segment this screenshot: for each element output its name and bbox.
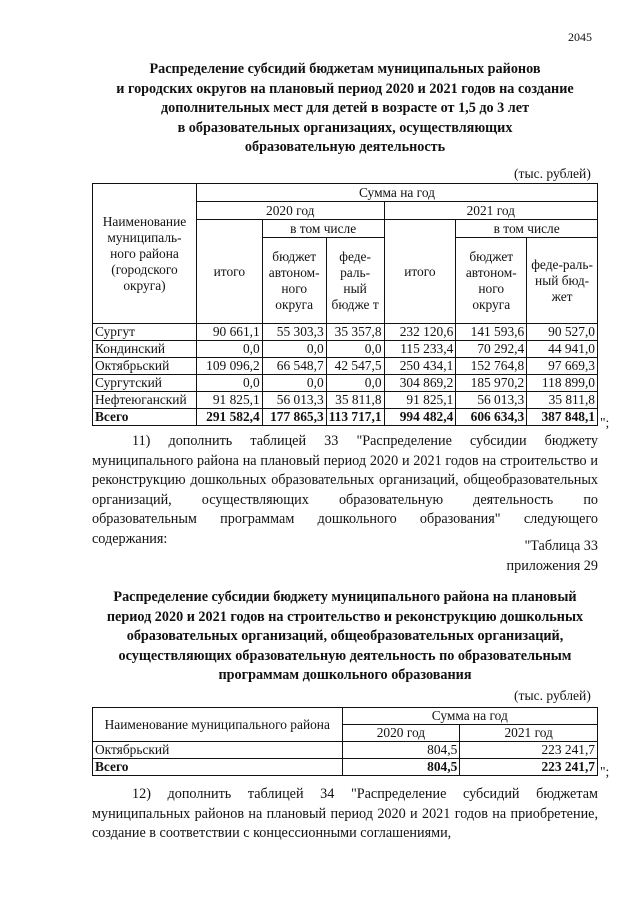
header-total-2020: итого: [196, 220, 262, 324]
header-name: Наименование муниципального района: [93, 708, 343, 742]
header-autonomous-2020: бюджет автоном-ного округа: [262, 238, 326, 324]
header-name: Наименование муниципаль-ного района (городского округа): [93, 184, 197, 324]
amendment-paragraph-11: 11) дополнить таблицей 33 "Распределение субсидии бюджету муниципального района на плановый период 2020 и 2021 годов на строительство и реконструкцию дошкольных образовательных организаций, общеобразовательных организаций, осуществляющих образовательную деятельность по образовательным программам дошкольного образования" следующего содержания:: [92, 433, 598, 547]
title-line: образовательных организаций, общеобразовательных организаций,: [126, 628, 564, 644]
title-line: осуществляющих образовательную деятельность по образовательным: [118, 647, 572, 664]
header-including-2020: в том числе: [262, 220, 384, 238]
title-line: период 2020 и 2021 годов на строительство и реконструкцию дошкольных: [106, 608, 584, 625]
title-line: Распределение субсидии бюджету муниципального района на плановый: [113, 589, 577, 605]
unit-label: (тыс. рублей): [514, 688, 591, 703]
header-total-2021: итого: [384, 220, 456, 324]
title-line: Распределение субсидий бюджетам муниципальных районов: [149, 61, 541, 77]
table-row: Октябрьский 804,5 223 241,7: [93, 742, 598, 759]
header-year-2020: 2020 год: [342, 725, 460, 742]
header-sum: Сумма на год: [196, 184, 597, 202]
header-federal-2020: феде-раль-ный бюдже т: [326, 238, 384, 324]
header-autonomous-2021: бюджет автоном-ного округа: [456, 238, 527, 324]
header-year-2021: 2021 год: [384, 202, 597, 220]
table-33-title: [80, 588, 610, 686]
title-line: и городских округов на плановый период 2020 и 2021 годов на создание: [116, 80, 574, 97]
table-row: Сургутский 0,0 0,0 0,0 304 869,2 185 970,2 118 899,0: [93, 375, 598, 392]
header-sum: Сумма на год: [342, 708, 597, 725]
closing-quote: ";: [600, 764, 610, 779]
title-line: в образовательных организациях, осуществляющих: [177, 119, 513, 136]
title-line: образовательную деятельность: [244, 139, 446, 155]
table-total-row: Всего 291 582,4 177 865,3 113 717,1 994 482,4 606 634,3 387 848,1: [93, 409, 598, 426]
header-year-2021: 2021 год: [460, 725, 598, 742]
subsidy-table-construction: [92, 707, 598, 776]
appendix-reference: "Таблица 33 приложения 29: [506, 538, 598, 574]
header-year-2020: 2020 год: [196, 202, 384, 220]
page-number: 2045: [568, 30, 592, 44]
header-including-2021: в том числе: [456, 220, 598, 238]
closing-quote: ";: [600, 415, 610, 430]
unit-label: (тыс. рублей): [514, 166, 591, 181]
amendment-paragraph-12: 12) дополнить таблицей 34 "Распределение субсидий бюджетам муниципальных районов на плановый период 2020 и 2021 годов на приобретение, создание в соответствии с концессионными соглашениями,: [92, 786, 598, 842]
title-line: дополнительных мест для детей в возрасте от 1,5 до 3 лет: [160, 100, 530, 116]
table-row: Кондинский 0,0 0,0 0,0 115 233,4 70 292,4 44 941,0: [93, 341, 598, 358]
table-32-title: [92, 60, 598, 158]
title-line: программам дошкольного образования: [218, 667, 472, 683]
subsidy-table-nurseries: [92, 183, 598, 426]
table-row: Нефтеюганский 91 825,1 56 013,3 35 811,8 91 825,1 56 013,3 35 811,8: [93, 392, 598, 409]
table-total-row: Всего 804,5 223 241,7: [93, 759, 598, 776]
table-row: Октябрьский 109 096,2 66 548,7 42 547,5 250 434,1 152 764,8 97 669,3: [93, 358, 598, 375]
table-row: Сургут 90 661,1 55 303,3 35 357,8 232 120,6 141 593,6 90 527,0: [93, 324, 598, 341]
header-federal-2021: феде-раль-ный бюд-жет: [527, 238, 598, 324]
